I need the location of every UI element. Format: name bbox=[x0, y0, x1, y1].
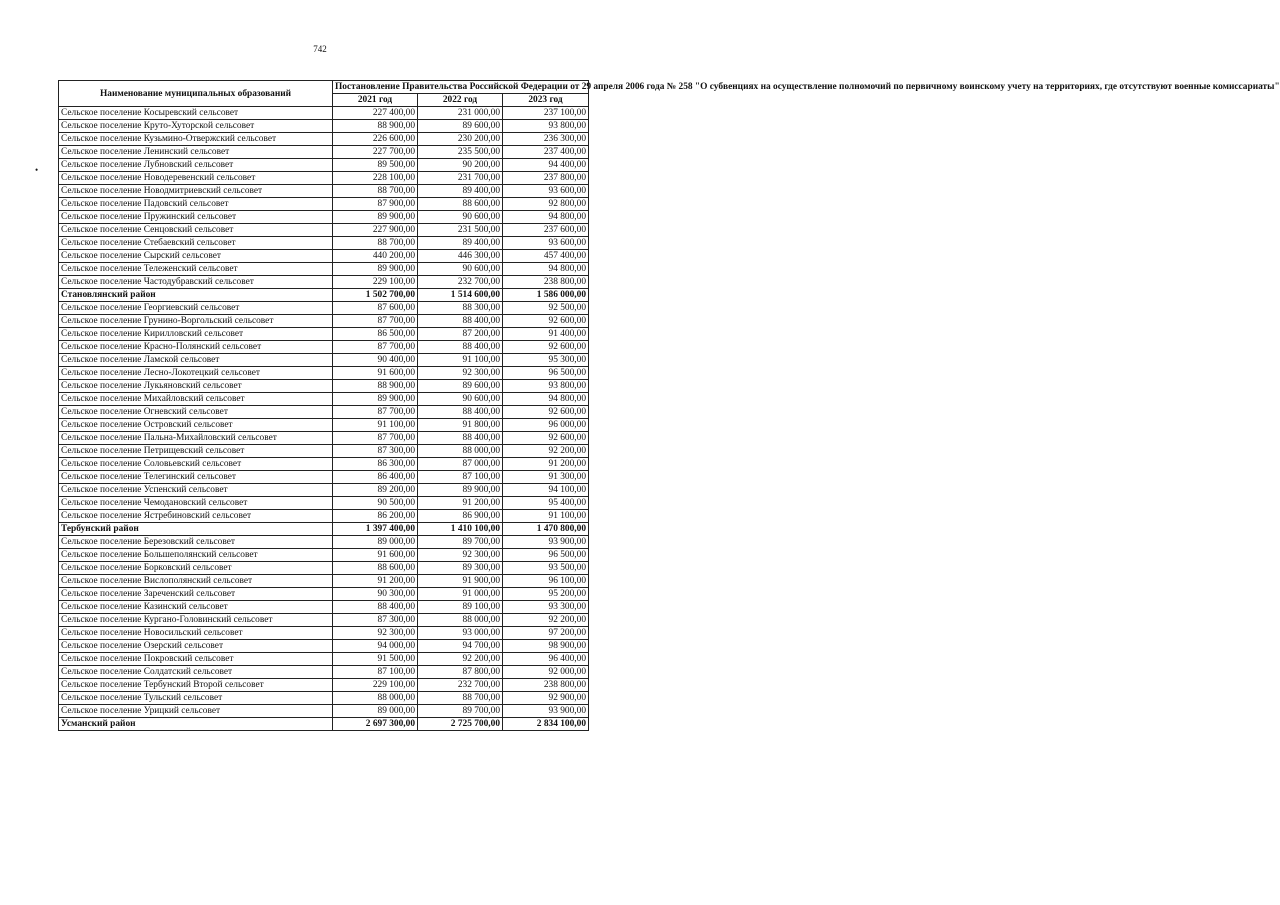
amount-2021-cell: 89 000,00 bbox=[333, 536, 418, 549]
district-total-row bbox=[59, 289, 589, 302]
table-row bbox=[59, 692, 589, 705]
amount-2021-cell: 89 900,00 bbox=[333, 211, 418, 224]
table-row bbox=[59, 107, 589, 120]
amount-2022-cell: 92 200,00 bbox=[418, 653, 503, 666]
municipality-name-cell: Тербунский район bbox=[59, 523, 333, 536]
municipality-name-cell: Сельское поселение Покровский сельсовет bbox=[59, 653, 333, 666]
amount-2023-cell: 91 300,00 bbox=[503, 471, 589, 484]
amount-2021-cell: 87 300,00 bbox=[333, 614, 418, 627]
municipality-name-cell: Сельское поселение Лукьяновский сельсовет bbox=[59, 380, 333, 393]
municipality-name-cell: Сельское поселение Березовский сельсовет bbox=[59, 536, 333, 549]
municipality-name-cell: Сельское поселение Урицкий сельсовет bbox=[59, 705, 333, 718]
amount-2023-cell: 96 000,00 bbox=[503, 419, 589, 432]
municipality-name-cell: Сельское поселение Петрищевский сельсовет bbox=[59, 445, 333, 458]
table-row bbox=[59, 640, 589, 653]
amount-2021-cell: 91 600,00 bbox=[333, 367, 418, 380]
municipality-name-cell: Сельское поселение Сырский сельсовет bbox=[59, 250, 333, 263]
amount-2022-cell: 446 300,00 bbox=[418, 250, 503, 263]
table-row bbox=[59, 588, 589, 601]
table-row bbox=[59, 237, 589, 250]
table-row bbox=[59, 172, 589, 185]
act-column-header: Постановление Правительства Российской Федерации от 29 апреля 2006 года № 258 "О субвенциях на осуществление полномочий по первичному воинскому учету на территориях, где отсутствуют военные комиссариаты" bbox=[333, 81, 589, 94]
amount-2023-cell: 94 800,00 bbox=[503, 263, 589, 276]
amount-2021-cell: 227 900,00 bbox=[333, 224, 418, 237]
amount-2023-cell: 95 400,00 bbox=[503, 497, 589, 510]
municipality-name-cell: Сельское поселение Пальна-Михайловский сельсовет bbox=[59, 432, 333, 445]
amount-2023-cell: 93 500,00 bbox=[503, 562, 589, 575]
amount-2021-cell: 86 300,00 bbox=[333, 458, 418, 471]
amount-2021-cell: 88 600,00 bbox=[333, 562, 418, 575]
amount-2022-cell: 90 600,00 bbox=[418, 211, 503, 224]
municipality-name-cell: Сельское поселение Борковский сельсовет bbox=[59, 562, 333, 575]
amount-2021-cell: 86 400,00 bbox=[333, 471, 418, 484]
table-row bbox=[59, 458, 589, 471]
table-row bbox=[59, 133, 589, 146]
amount-2023-cell: 92 200,00 bbox=[503, 614, 589, 627]
amount-2021-cell: 86 500,00 bbox=[333, 328, 418, 341]
amount-2021-cell: 88 700,00 bbox=[333, 185, 418, 198]
municipality-name-cell: Сельское поселение Чемодановский сельсовет bbox=[59, 497, 333, 510]
amount-2023-cell: 94 800,00 bbox=[503, 211, 589, 224]
amount-2022-cell: 89 600,00 bbox=[418, 120, 503, 133]
table-row bbox=[59, 120, 589, 133]
amount-2021-cell: 88 000,00 bbox=[333, 692, 418, 705]
municipality-name-cell: Сельское поселение Телегинский сельсовет bbox=[59, 471, 333, 484]
subvention-table bbox=[58, 80, 1280, 731]
amount-2022-cell: 93 000,00 bbox=[418, 627, 503, 640]
municipality-name-cell: Сельское поселение Падовский сельсовет bbox=[59, 198, 333, 211]
table-row bbox=[59, 679, 589, 692]
amount-2022-cell: 89 900,00 bbox=[418, 484, 503, 497]
amount-2023-cell: 93 900,00 bbox=[503, 536, 589, 549]
table-row bbox=[59, 510, 589, 523]
amount-2022-cell: 89 700,00 bbox=[418, 705, 503, 718]
district-total-row bbox=[59, 718, 589, 731]
amount-2023-cell: 92 200,00 bbox=[503, 445, 589, 458]
amount-2022-cell: 231 700,00 bbox=[418, 172, 503, 185]
amount-2023-cell: 95 300,00 bbox=[503, 354, 589, 367]
amount-2023-cell: 92 600,00 bbox=[503, 406, 589, 419]
amount-2022-cell: 91 800,00 bbox=[418, 419, 503, 432]
amount-2022-cell: 88 000,00 bbox=[418, 445, 503, 458]
amount-2021-cell: 90 300,00 bbox=[333, 588, 418, 601]
amount-2021-cell: 90 500,00 bbox=[333, 497, 418, 510]
amount-2022-cell: 232 700,00 bbox=[418, 679, 503, 692]
amount-2022-cell: 89 700,00 bbox=[418, 536, 503, 549]
municipality-name-cell: Сельское поселение Вислополянский сельсовет bbox=[59, 575, 333, 588]
amount-2021-cell: 89 200,00 bbox=[333, 484, 418, 497]
municipality-name-cell: Сельское поселение Успенский сельсовет bbox=[59, 484, 333, 497]
municipality-name-cell: Сельское поселение Кирилловский сельсовет bbox=[59, 328, 333, 341]
amount-2022-cell: 88 000,00 bbox=[418, 614, 503, 627]
table-row bbox=[59, 302, 589, 315]
amount-2023-cell: 237 400,00 bbox=[503, 146, 589, 159]
amount-2022-cell: 230 200,00 bbox=[418, 133, 503, 146]
table-row bbox=[59, 419, 589, 432]
amount-2021-cell: 91 100,00 bbox=[333, 419, 418, 432]
table-row bbox=[59, 211, 589, 224]
amount-2022-cell: 1 410 100,00 bbox=[418, 523, 503, 536]
amount-2023-cell: 237 600,00 bbox=[503, 224, 589, 237]
amount-2022-cell: 88 600,00 bbox=[418, 198, 503, 211]
table-row bbox=[59, 276, 589, 289]
table-row bbox=[59, 263, 589, 276]
amount-2021-cell: 227 700,00 bbox=[333, 146, 418, 159]
amount-2022-cell: 231 000,00 bbox=[418, 107, 503, 120]
amount-2021-cell: 228 100,00 bbox=[333, 172, 418, 185]
amount-2022-cell: 88 400,00 bbox=[418, 315, 503, 328]
amount-2021-cell: 92 300,00 bbox=[333, 627, 418, 640]
municipality-name-cell: Сельское поселение Круто-Хуторской сельсовет bbox=[59, 120, 333, 133]
municipality-name-cell: Сельское поселение Тележенский сельсовет bbox=[59, 263, 333, 276]
municipality-name-cell: Сельское поселение Красно-Полянский сельсовет bbox=[59, 341, 333, 354]
municipality-name-cell: Сельское поселение Тульский сельсовет bbox=[59, 692, 333, 705]
amount-2022-cell: 90 200,00 bbox=[418, 159, 503, 172]
amount-2021-cell: 94 000,00 bbox=[333, 640, 418, 653]
amount-2021-cell: 229 100,00 bbox=[333, 679, 418, 692]
amount-2023-cell: 98 900,00 bbox=[503, 640, 589, 653]
amount-2021-cell: 88 700,00 bbox=[333, 237, 418, 250]
table-row bbox=[59, 536, 589, 549]
year-header-2022: 2022 год bbox=[418, 94, 503, 107]
amount-2022-cell: 232 700,00 bbox=[418, 276, 503, 289]
amount-2021-cell: 87 700,00 bbox=[333, 432, 418, 445]
amount-2022-cell: 88 400,00 bbox=[418, 406, 503, 419]
municipality-name-cell: Сельское поселение Лесно-Локотецкий сельсовет bbox=[59, 367, 333, 380]
amount-2022-cell: 90 600,00 bbox=[418, 263, 503, 276]
amount-2023-cell: 92 800,00 bbox=[503, 198, 589, 211]
amount-2021-cell: 88 900,00 bbox=[333, 380, 418, 393]
amount-2023-cell: 94 800,00 bbox=[503, 393, 589, 406]
district-total-row bbox=[59, 523, 589, 536]
municipality-name-cell: Сельское поселение Новодмитриевский сельсовет bbox=[59, 185, 333, 198]
amount-2021-cell: 87 700,00 bbox=[333, 341, 418, 354]
amount-2022-cell: 2 725 700,00 bbox=[418, 718, 503, 731]
year-header-2023: 2023 год bbox=[503, 94, 589, 107]
amount-2023-cell: 92 900,00 bbox=[503, 692, 589, 705]
table-row bbox=[59, 705, 589, 718]
amount-2022-cell: 1 514 600,00 bbox=[418, 289, 503, 302]
table-row bbox=[59, 224, 589, 237]
amount-2021-cell: 86 200,00 bbox=[333, 510, 418, 523]
amount-2022-cell: 92 300,00 bbox=[418, 367, 503, 380]
table-row bbox=[59, 367, 589, 380]
amount-2021-cell: 91 600,00 bbox=[333, 549, 418, 562]
table-row bbox=[59, 575, 589, 588]
amount-2023-cell: 93 600,00 bbox=[503, 237, 589, 250]
municipality-name-cell: Сельское поселение Михайловский сельсовет bbox=[59, 393, 333, 406]
municipality-name-cell: Сельское поселение Ястребиновский сельсовет bbox=[59, 510, 333, 523]
table-body bbox=[59, 107, 589, 731]
amount-2023-cell: 93 600,00 bbox=[503, 185, 589, 198]
amount-2023-cell: 1 586 000,00 bbox=[503, 289, 589, 302]
municipality-name-cell: Сельское поселение Кургано-Головинский сельсовет bbox=[59, 614, 333, 627]
amount-2022-cell: 88 400,00 bbox=[418, 432, 503, 445]
municipality-name-cell: Сельское поселение Зареченский сельсовет bbox=[59, 588, 333, 601]
amount-2023-cell: 2 834 100,00 bbox=[503, 718, 589, 731]
municipality-name-cell: Становлянский район bbox=[59, 289, 333, 302]
amount-2022-cell: 89 100,00 bbox=[418, 601, 503, 614]
municipality-name-cell: Сельское поселение Новосильский сельсовет bbox=[59, 627, 333, 640]
table-row bbox=[59, 614, 589, 627]
amount-2021-cell: 1 502 700,00 bbox=[333, 289, 418, 302]
amount-2021-cell: 229 100,00 bbox=[333, 276, 418, 289]
table-row bbox=[59, 627, 589, 640]
amount-2023-cell: 91 100,00 bbox=[503, 510, 589, 523]
amount-2023-cell: 95 200,00 bbox=[503, 588, 589, 601]
amount-2023-cell: 91 400,00 bbox=[503, 328, 589, 341]
municipality-name-cell: Сельское поселение Соловьевский сельсовет bbox=[59, 458, 333, 471]
amount-2021-cell: 226 600,00 bbox=[333, 133, 418, 146]
amount-2022-cell: 86 900,00 bbox=[418, 510, 503, 523]
amount-2022-cell: 91 900,00 bbox=[418, 575, 503, 588]
municipality-name-cell: Сельское поселение Ленинский сельсовет bbox=[59, 146, 333, 159]
table-row bbox=[59, 432, 589, 445]
table-row bbox=[59, 328, 589, 341]
amount-2021-cell: 87 900,00 bbox=[333, 198, 418, 211]
municipality-name-cell: Сельское поселение Огневский сельсовет bbox=[59, 406, 333, 419]
table-row bbox=[59, 601, 589, 614]
municipality-name-cell: Сельское поселение Пружинский сельсовет bbox=[59, 211, 333, 224]
amount-2021-cell: 89 900,00 bbox=[333, 393, 418, 406]
amount-2022-cell: 89 400,00 bbox=[418, 237, 503, 250]
amount-2023-cell: 238 800,00 bbox=[503, 679, 589, 692]
table-row bbox=[59, 315, 589, 328]
amount-2022-cell: 91 100,00 bbox=[418, 354, 503, 367]
amount-2022-cell: 91 200,00 bbox=[418, 497, 503, 510]
municipality-name-cell: Сельское поселение Тербунский Второй сельсовет bbox=[59, 679, 333, 692]
amount-2023-cell: 97 200,00 bbox=[503, 627, 589, 640]
amount-2023-cell: 92 000,00 bbox=[503, 666, 589, 679]
table-row bbox=[59, 497, 589, 510]
amount-2022-cell: 87 100,00 bbox=[418, 471, 503, 484]
table-row bbox=[59, 146, 589, 159]
municipality-name-cell: Сельское поселение Новодеревенский сельсовет bbox=[59, 172, 333, 185]
amount-2021-cell: 2 697 300,00 bbox=[333, 718, 418, 731]
amount-2022-cell: 88 300,00 bbox=[418, 302, 503, 315]
table-row bbox=[59, 653, 589, 666]
municipality-name-cell: Сельское поселение Георгиевский сельсовет bbox=[59, 302, 333, 315]
amount-2023-cell: 93 800,00 bbox=[503, 120, 589, 133]
amount-2022-cell: 94 700,00 bbox=[418, 640, 503, 653]
amount-2023-cell: 236 300,00 bbox=[503, 133, 589, 146]
amount-2021-cell: 88 900,00 bbox=[333, 120, 418, 133]
amount-2021-cell: 87 100,00 bbox=[333, 666, 418, 679]
municipality-name-cell: Сельское поселение Грунино-Воргольский сельсовет bbox=[59, 315, 333, 328]
table-row bbox=[59, 562, 589, 575]
amount-2023-cell: 238 800,00 bbox=[503, 276, 589, 289]
table-row bbox=[59, 185, 589, 198]
amount-2023-cell: 457 400,00 bbox=[503, 250, 589, 263]
amount-2021-cell: 227 400,00 bbox=[333, 107, 418, 120]
amount-2021-cell: 89 500,00 bbox=[333, 159, 418, 172]
page-number: 742 bbox=[313, 44, 327, 54]
amount-2023-cell: 237 100,00 bbox=[503, 107, 589, 120]
amount-2023-cell: 92 600,00 bbox=[503, 315, 589, 328]
amount-2021-cell: 87 700,00 bbox=[333, 406, 418, 419]
table-row bbox=[59, 380, 589, 393]
amount-2023-cell: 96 400,00 bbox=[503, 653, 589, 666]
table-row bbox=[59, 354, 589, 367]
table-row bbox=[59, 666, 589, 679]
municipality-name-cell: Сельское поселение Солдатский сельсовет bbox=[59, 666, 333, 679]
amount-2023-cell: 96 500,00 bbox=[503, 367, 589, 380]
amount-2022-cell: 92 300,00 bbox=[418, 549, 503, 562]
municipality-name-cell: Сельское поселение Лубновский сельсовет bbox=[59, 159, 333, 172]
amount-2023-cell: 237 800,00 bbox=[503, 172, 589, 185]
table-row bbox=[59, 341, 589, 354]
amount-2021-cell: 88 400,00 bbox=[333, 601, 418, 614]
amount-2022-cell: 87 800,00 bbox=[418, 666, 503, 679]
amount-2022-cell: 90 600,00 bbox=[418, 393, 503, 406]
amount-2023-cell: 96 500,00 bbox=[503, 549, 589, 562]
table-row bbox=[59, 471, 589, 484]
amount-2021-cell: 440 200,00 bbox=[333, 250, 418, 263]
amount-2023-cell: 94 400,00 bbox=[503, 159, 589, 172]
amount-2022-cell: 87 000,00 bbox=[418, 458, 503, 471]
amount-2023-cell: 93 800,00 bbox=[503, 380, 589, 393]
amount-2021-cell: 1 397 400,00 bbox=[333, 523, 418, 536]
amount-2021-cell: 87 300,00 bbox=[333, 445, 418, 458]
amount-2023-cell: 92 500,00 bbox=[503, 302, 589, 315]
year-header-2021: 2021 год bbox=[333, 94, 418, 107]
amount-2021-cell: 89 000,00 bbox=[333, 705, 418, 718]
amount-2022-cell: 89 300,00 bbox=[418, 562, 503, 575]
amount-2023-cell: 94 100,00 bbox=[503, 484, 589, 497]
name-column-header: Наименование муниципальных образований bbox=[59, 81, 333, 107]
municipality-name-cell: Сельское поселение Сенцовский сельсовет bbox=[59, 224, 333, 237]
municipality-name-cell: Сельское поселение Косыревский сельсовет bbox=[59, 107, 333, 120]
municipality-name-cell: Сельское поселение Кузьмино-Отвержский сельсовет bbox=[59, 133, 333, 146]
amount-2023-cell: 92 600,00 bbox=[503, 432, 589, 445]
amount-2022-cell: 87 200,00 bbox=[418, 328, 503, 341]
amount-2021-cell: 89 900,00 bbox=[333, 263, 418, 276]
table-row bbox=[59, 250, 589, 263]
table-row bbox=[59, 549, 589, 562]
amount-2022-cell: 231 500,00 bbox=[418, 224, 503, 237]
amount-2021-cell: 87 700,00 bbox=[333, 315, 418, 328]
amount-2022-cell: 88 400,00 bbox=[418, 341, 503, 354]
table-row bbox=[59, 159, 589, 172]
stray-mark: • bbox=[35, 165, 39, 175]
amount-2023-cell: 93 900,00 bbox=[503, 705, 589, 718]
municipality-name-cell: Сельское поселение Частодубравский сельсовет bbox=[59, 276, 333, 289]
amount-2022-cell: 89 400,00 bbox=[418, 185, 503, 198]
amount-2022-cell: 88 700,00 bbox=[418, 692, 503, 705]
table-row bbox=[59, 484, 589, 497]
municipality-name-cell: Сельское поселение Стебаевский сельсовет bbox=[59, 237, 333, 250]
municipality-name-cell: Сельское поселение Островский сельсовет bbox=[59, 419, 333, 432]
municipality-name-cell: Усманский район bbox=[59, 718, 333, 731]
municipality-name-cell: Сельское поселение Озерский сельсовет bbox=[59, 640, 333, 653]
amount-2023-cell: 96 100,00 bbox=[503, 575, 589, 588]
municipality-name-cell: Сельское поселение Большеполянский сельсовет bbox=[59, 549, 333, 562]
amount-2022-cell: 89 600,00 bbox=[418, 380, 503, 393]
amount-2023-cell: 93 300,00 bbox=[503, 601, 589, 614]
amount-2021-cell: 91 500,00 bbox=[333, 653, 418, 666]
amount-2023-cell: 1 470 800,00 bbox=[503, 523, 589, 536]
municipality-name-cell: Сельское поселение Ламской сельсовет bbox=[59, 354, 333, 367]
amount-2023-cell: 92 600,00 bbox=[503, 341, 589, 354]
table-row bbox=[59, 445, 589, 458]
table-row bbox=[59, 406, 589, 419]
amount-2021-cell: 87 600,00 bbox=[333, 302, 418, 315]
amount-2022-cell: 91 000,00 bbox=[418, 588, 503, 601]
amount-2023-cell: 91 200,00 bbox=[503, 458, 589, 471]
table-row bbox=[59, 198, 589, 211]
table-row bbox=[59, 393, 589, 406]
amount-2021-cell: 90 400,00 bbox=[333, 354, 418, 367]
municipality-name-cell: Сельское поселение Казинский сельсовет bbox=[59, 601, 333, 614]
amount-2022-cell: 235 500,00 bbox=[418, 146, 503, 159]
amount-2021-cell: 91 200,00 bbox=[333, 575, 418, 588]
